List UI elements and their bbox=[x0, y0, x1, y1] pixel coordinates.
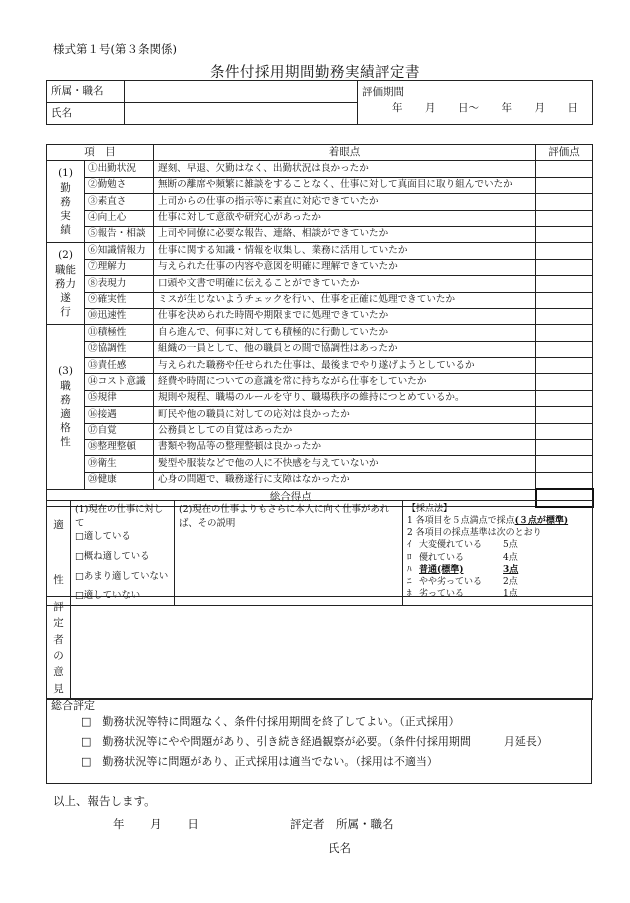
overall-evaluation bbox=[47, 699, 592, 784]
item-name: ⑯接遇 bbox=[85, 407, 154, 423]
option-suitable[interactable]: □適している bbox=[75, 531, 131, 543]
suitability-other-job[interactable] bbox=[175, 501, 403, 606]
item-name: ②勤勉さ bbox=[85, 177, 154, 193]
item-point: 髪型や服装などで他の人に不快感を与えていないか bbox=[154, 456, 536, 472]
table-row bbox=[47, 374, 593, 390]
item-name: ⑮規律 bbox=[85, 390, 154, 406]
item-point: ミスが生じないようチェックを行い、仕事を正確に処理できていたか bbox=[154, 292, 536, 308]
item-point: 書類や物品等の整理整頓は良かったか bbox=[154, 440, 536, 456]
suitability-q1: (1)現在の仕事に対して bbox=[75, 504, 164, 529]
item-name: ⑫協調性 bbox=[85, 341, 154, 357]
score-cell[interactable] bbox=[536, 407, 593, 423]
category-label: (1) 勤 務 実 績 bbox=[47, 161, 85, 243]
scoring-line1-text: 1 各項目を５点満点で採点 bbox=[407, 516, 515, 527]
period-end-month: 月 bbox=[534, 101, 545, 114]
score-cell[interactable] bbox=[536, 325, 593, 341]
item-point: 遅刻、早退、欠勤はなく、出勤状況は良かったか bbox=[154, 161, 536, 177]
score-cell[interactable] bbox=[536, 472, 593, 489]
name-field[interactable] bbox=[125, 103, 358, 125]
scale-mark: ﾊ bbox=[407, 564, 412, 575]
item-point: 仕事に対して意欲や研究心があったか bbox=[154, 210, 536, 226]
col-header-point: 着眼点 bbox=[154, 145, 536, 161]
score-cell[interactable] bbox=[536, 276, 593, 292]
item-point: 規則や規程、職場のルールを守り、職場秩序の維持につとめているか。 bbox=[154, 390, 536, 406]
page-title: 条件付採用期間勤務実績評定書 bbox=[210, 65, 420, 81]
scoring-method bbox=[403, 501, 593, 606]
period-start-month: 月 bbox=[425, 101, 436, 114]
scoring-line1 bbox=[407, 515, 588, 527]
item-name: ⑱整理整頓 bbox=[85, 440, 154, 456]
table-row bbox=[47, 472, 593, 489]
affiliation-field[interactable] bbox=[125, 81, 358, 103]
item-name: ⑬責任感 bbox=[85, 358, 154, 374]
period-end-day: 日 bbox=[567, 101, 578, 114]
table-row bbox=[47, 226, 593, 242]
scale-score: 1点 bbox=[503, 588, 518, 599]
overall-option-reject[interactable]: □ 勤務状況等に問題があり、正式採用は適当でない。（採用は不適当） bbox=[81, 755, 438, 769]
score-cell[interactable] bbox=[536, 226, 593, 242]
item-name: ⑦理解力 bbox=[85, 259, 154, 275]
scale-score: 5点 bbox=[503, 540, 518, 551]
overall-option-extend[interactable]: □ 勤務状況等にやや問題があり、引き続き経過観察が必要。（条件付採用期間 月延長） bbox=[81, 735, 548, 749]
table-row bbox=[47, 161, 593, 177]
scale-label: 劣っている bbox=[419, 588, 465, 599]
suitability-label bbox=[47, 501, 71, 606]
form-number: 様式第１号(第３条関係) bbox=[53, 42, 177, 56]
table-row bbox=[47, 390, 593, 406]
opinion-field[interactable] bbox=[71, 597, 593, 700]
scale-mark: ﾆ bbox=[407, 576, 412, 587]
evaluation-period[interactable] bbox=[358, 81, 593, 125]
period-start-year: 年 bbox=[392, 101, 403, 114]
scale-score: 4点 bbox=[503, 552, 518, 563]
scale-mark: ﾎ bbox=[407, 588, 412, 599]
item-point: 無断の離席や頻繁に雑談をすることなく、仕事に対して真面目に取り組んでいたか bbox=[154, 177, 536, 193]
overall-title: 総合評定 bbox=[51, 699, 95, 712]
score-cell[interactable] bbox=[536, 341, 593, 357]
category-label: (2) 職能 務力 遂 行 bbox=[47, 243, 85, 325]
evaluator-label: 評定者 所属・職名 bbox=[290, 817, 394, 831]
table-row bbox=[47, 292, 593, 308]
table-row bbox=[47, 325, 593, 341]
table-row bbox=[47, 456, 593, 472]
item-name: ⑪積極性 bbox=[85, 325, 154, 341]
scale-score: 2点 bbox=[503, 576, 518, 587]
opinion-label-text: 評 定 者 の 意 見 bbox=[53, 601, 64, 695]
score-cell[interactable] bbox=[536, 210, 593, 226]
option-mostly-suitable[interactable]: □概ね適している bbox=[75, 550, 150, 562]
item-point: 経費や時間についての意識を常に持ちながら仕事をしていたか bbox=[154, 374, 536, 390]
evaluator-name-label: 氏名 bbox=[328, 841, 351, 855]
header-table bbox=[46, 80, 593, 125]
signature-year: 年 bbox=[113, 817, 125, 831]
item-point: 仕事を決められた時間や期限までに処理できていたか bbox=[154, 308, 536, 324]
item-point: 上司からの仕事の指示等に素直に対応できていたか bbox=[154, 194, 536, 210]
table-row bbox=[47, 407, 593, 423]
scale-label: 大変優れている bbox=[419, 540, 483, 551]
scale-label: やや劣っている bbox=[419, 576, 483, 587]
item-name: ⑥知識情報力 bbox=[85, 243, 154, 259]
period-end-year: 年 bbox=[501, 101, 512, 114]
score-cell[interactable] bbox=[536, 440, 593, 456]
item-name: ⑨確実性 bbox=[85, 292, 154, 308]
score-cell[interactable] bbox=[536, 194, 593, 210]
col-header-item: 項 目 bbox=[47, 145, 154, 161]
total-score-label: 総合得点 bbox=[47, 489, 536, 506]
opinion-label bbox=[47, 597, 71, 700]
item-name: ③素直さ bbox=[85, 194, 154, 210]
closing-text: 以上、報告します。 bbox=[53, 794, 156, 808]
suitability-q2: (2)現在の仕事よりもさらに本人に向く仕事があれば、その説明 bbox=[179, 504, 390, 529]
scoring-scale bbox=[407, 539, 588, 600]
item-point: 仕事に関する知識・情報を収集し、業務に活用していたか bbox=[154, 243, 536, 259]
item-point: 与えられた職務や任せられた仕事は、最後までやり遂げようとしているか bbox=[154, 358, 536, 374]
item-point: 町民や他の職員に対しての応対は良かったか bbox=[154, 407, 536, 423]
item-name: ①出勤状況 bbox=[85, 161, 154, 177]
item-point: 口頭や文書で明確に伝えることができていたか bbox=[154, 276, 536, 292]
suitability-current-job bbox=[71, 501, 175, 606]
item-name: ⑧表現力 bbox=[85, 276, 154, 292]
score-cell[interactable] bbox=[536, 243, 593, 259]
signature-date bbox=[113, 816, 221, 832]
table-row bbox=[47, 423, 593, 439]
signature-month: 月 bbox=[150, 817, 162, 831]
period-label: 評価期間 bbox=[362, 86, 404, 98]
table-row bbox=[47, 440, 593, 456]
item-name: ⑤報告・相談 bbox=[85, 226, 154, 242]
item-name: ⑭コスト意識 bbox=[85, 374, 154, 390]
table-row bbox=[47, 177, 593, 193]
scale-row bbox=[407, 539, 588, 551]
item-point: 上司や同僚に必要な報告、連絡、相談ができていたか bbox=[154, 226, 536, 242]
scale-label: 普通(標準) bbox=[419, 564, 464, 575]
item-point: 公務員としての自覚はあったか bbox=[154, 423, 536, 439]
table-row bbox=[47, 276, 593, 292]
score-cell[interactable] bbox=[536, 358, 593, 374]
period-dates bbox=[362, 101, 592, 117]
category-label: (3) 職 務 適 格 性 bbox=[47, 325, 85, 489]
score-cell[interactable] bbox=[536, 423, 593, 439]
item-point: 与えられた仕事の内容や意図を明確に理解できていたか bbox=[154, 259, 536, 275]
item-name: ④向上心 bbox=[85, 210, 154, 226]
item-name: ⑩迅速性 bbox=[85, 308, 154, 324]
suitability-table bbox=[46, 500, 593, 606]
scoring-title: 【採点法】 bbox=[407, 504, 453, 514]
scale-mark: ｲ bbox=[407, 540, 412, 551]
opinion-table bbox=[46, 596, 593, 700]
table-row bbox=[47, 341, 593, 357]
scale-score: 3点 bbox=[503, 564, 519, 575]
scale-row bbox=[407, 552, 588, 564]
scale-row bbox=[407, 576, 588, 588]
score-cell[interactable] bbox=[536, 177, 593, 193]
scale-row bbox=[407, 564, 588, 576]
option-not-suitable[interactable]: □適していない bbox=[75, 590, 141, 602]
item-point: 心身の問題で、職務遂行に支障はなかったか bbox=[154, 472, 536, 489]
scale-label: 優れている bbox=[419, 552, 465, 563]
table-row bbox=[47, 243, 593, 259]
score-cell[interactable] bbox=[536, 374, 593, 390]
scale-mark: ﾛ bbox=[407, 552, 412, 563]
overall-table bbox=[46, 698, 592, 784]
item-name: ⑰自覚 bbox=[85, 423, 154, 439]
affiliation-label: 所属・職名 bbox=[47, 81, 125, 103]
scoring-standard-note: (３点が標準) bbox=[514, 516, 569, 527]
period-start-day: 日～ bbox=[458, 101, 479, 114]
col-header-score: 評価点 bbox=[536, 145, 593, 161]
table-row bbox=[47, 210, 593, 226]
table-row bbox=[47, 308, 593, 324]
table-row bbox=[47, 259, 593, 275]
evaluation-table bbox=[46, 144, 594, 508]
name-label: 氏名 bbox=[47, 103, 125, 125]
suitability-label-text: 適 性 bbox=[53, 518, 64, 586]
overall-option-accept[interactable]: □ 勤務状況等特に問題なく、条件付採用期間を終了してよい。（正式採用） bbox=[81, 715, 460, 729]
item-point: 自ら進んで、何事に対しても積極的に行動していたか bbox=[154, 325, 536, 341]
item-name: ⑳健康 bbox=[85, 472, 154, 489]
scoring-line2: 2 各項目の採点基準は次のとおり bbox=[407, 528, 542, 539]
score-cell[interactable] bbox=[536, 161, 593, 177]
option-not-very-suitable[interactable]: □あまり適していない bbox=[75, 570, 169, 582]
score-cell[interactable] bbox=[536, 292, 593, 308]
score-cell[interactable] bbox=[536, 456, 593, 472]
score-cell[interactable] bbox=[536, 308, 593, 324]
signature-day: 日 bbox=[187, 817, 199, 831]
score-cell[interactable] bbox=[536, 259, 593, 275]
table-row bbox=[47, 358, 593, 374]
item-name: ⑲衛生 bbox=[85, 456, 154, 472]
item-point: 組織の一員として、他の職員との間で協調性はあったか bbox=[154, 341, 536, 357]
score-cell[interactable] bbox=[536, 390, 593, 406]
table-row bbox=[47, 194, 593, 210]
